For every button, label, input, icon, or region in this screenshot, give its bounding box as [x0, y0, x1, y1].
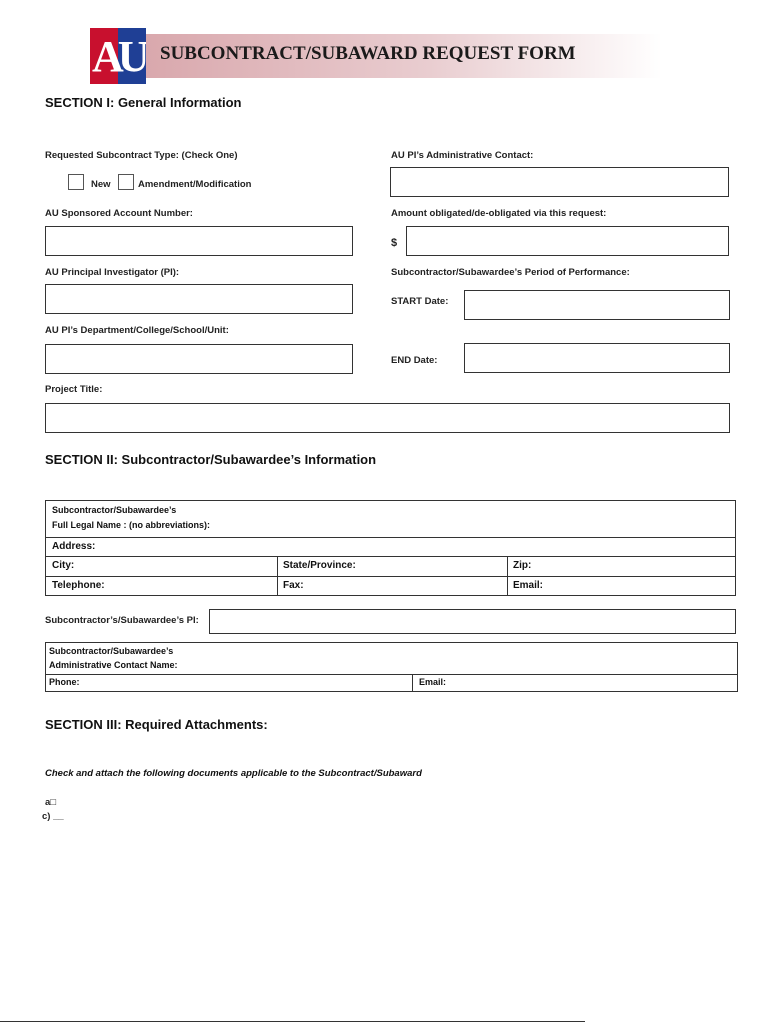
subcontractor-info-table — [45, 500, 736, 596]
table-divider — [46, 674, 737, 675]
subcontract-type-label: Requested Subcontract Type: (Check One) — [45, 150, 238, 161]
legal-name-label-line1: Subcontractor/Subawardee’s — [52, 505, 177, 515]
table-divider — [507, 556, 508, 595]
admin-name-label-line1: Subcontractor/Subawardee’s — [49, 646, 174, 656]
pi-field[interactable] — [45, 284, 353, 314]
table-divider — [277, 556, 278, 595]
amount-label: Amount obligated/de-obligated via this request: — [391, 208, 607, 219]
section-1-title: SECTION I: General Information — [45, 95, 242, 110]
sponsored-account-label: AU Sponsored Account Number: — [45, 208, 193, 219]
table-divider — [46, 576, 735, 577]
sub-pi-field[interactable] — [209, 609, 736, 634]
footer-rule — [0, 1021, 585, 1022]
telephone-label: Telephone: — [52, 580, 105, 591]
admin-contact-label: AU PI’s Administrative Contact: — [391, 150, 534, 161]
new-option-label: New — [91, 179, 111, 190]
department-label: AU PI’s Department/College/School/Unit: — [45, 325, 229, 336]
new-checkbox[interactable] — [68, 174, 84, 190]
au-logo-text: AU — [92, 32, 144, 81]
pi-label: AU Principal Investigator (PI): — [45, 267, 180, 278]
end-date-label: END Date: — [391, 355, 438, 366]
sub-pi-label: Subcontractor’s/Subawardee’s PI: — [45, 615, 199, 626]
admin-contact-table — [45, 642, 738, 692]
table-divider — [46, 537, 735, 538]
department-field[interactable] — [45, 344, 353, 374]
start-date-field[interactable] — [464, 290, 730, 320]
amendment-checkbox[interactable] — [118, 174, 134, 190]
end-date-field[interactable] — [464, 343, 730, 373]
amendment-option-label: Amendment/Modification — [138, 179, 252, 190]
address-label: Address: — [52, 541, 96, 552]
admin-contact-field[interactable] — [390, 167, 729, 197]
section-2-title: SECTION II: Subcontractor/Subawardee’s Information — [45, 452, 377, 467]
au-logo — [90, 28, 146, 84]
attachment-item-a: a□ — [45, 797, 57, 808]
table-divider — [412, 674, 413, 691]
attachment-item-c: c) __ — [42, 811, 64, 822]
amount-field[interactable] — [406, 226, 729, 256]
admin-name-label-line2: Administrative Contact Name: — [49, 660, 178, 670]
table-divider — [46, 556, 735, 557]
state-label: State/Province: — [283, 560, 356, 571]
currency-symbol: $ — [391, 237, 398, 249]
legal-name-label-line2: Full Legal Name : (no abbreviations): — [52, 520, 211, 530]
admin-phone-label: Phone: — [49, 677, 80, 687]
form-title: SUBCONTRACT/SUBAWARD REQUEST FORM — [160, 43, 576, 64]
project-title-label: Project Title: — [45, 384, 103, 395]
city-label: City: — [52, 560, 75, 571]
email-label: Email: — [513, 580, 544, 591]
project-title-field[interactable] — [45, 403, 730, 433]
attachments-instruction: Check and attach the following documents applicable to the Subcontract/Subaward — [45, 768, 422, 779]
period-label: Subcontractor/Subawardee’s Period of Performance: — [391, 267, 630, 278]
section-3-title: SECTION III: Required Attachments: — [45, 717, 268, 732]
start-date-label: START Date: — [391, 296, 449, 307]
fax-label: Fax: — [283, 580, 304, 591]
header-banner — [90, 28, 662, 84]
sponsored-account-field[interactable] — [45, 226, 353, 256]
admin-email-label: Email: — [419, 677, 447, 687]
zip-label: Zip: — [513, 560, 532, 571]
